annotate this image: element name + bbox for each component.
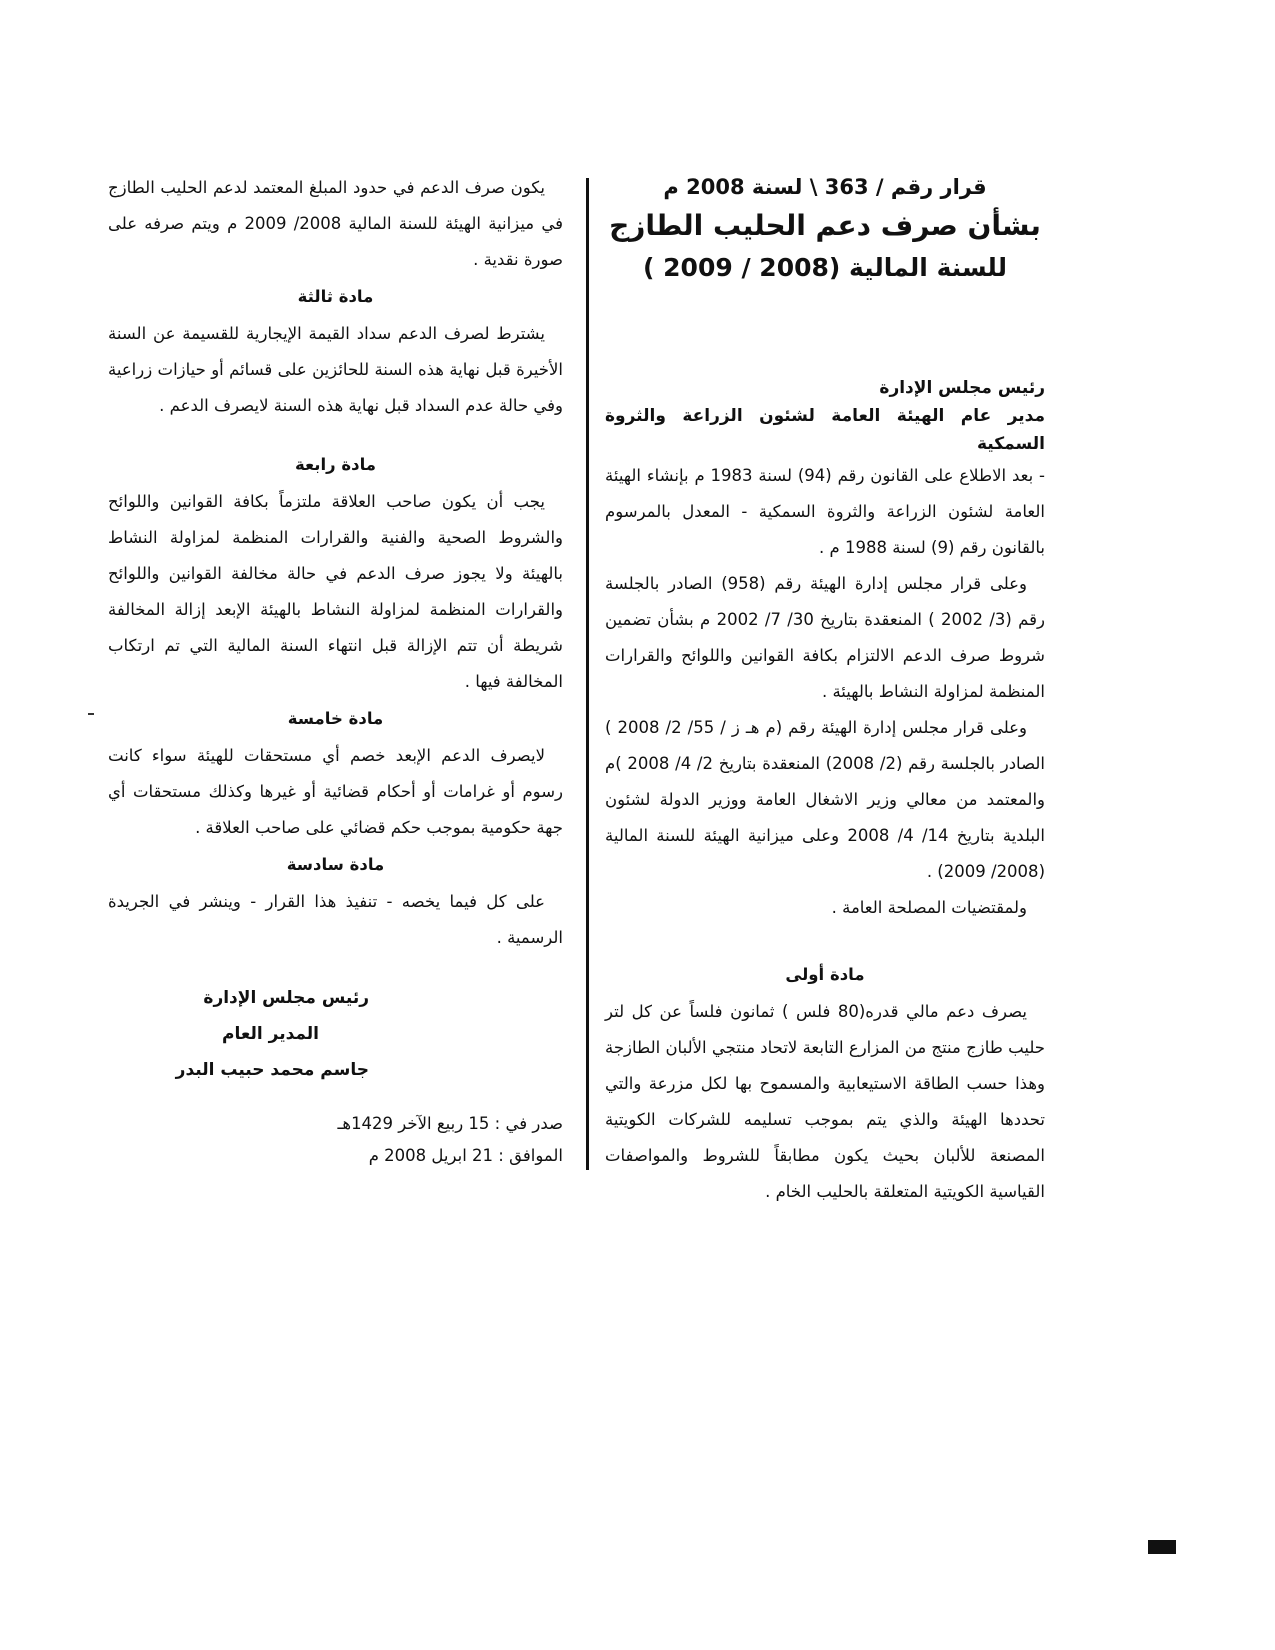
decision-subject: بشأن صرف دعم الحليب الطازج: [609, 209, 1041, 242]
article-text: يكون صرف الدعم في حدود المبلغ المعتمد لدعم الحليب الطازج في ميزانية الهيئة للسنة المالية 2008/ 2009 م ويتم صرفه على صورة نقدية .: [108, 178, 563, 269]
preamble-paragraph: وعلى قرار مجلس إدارة الهيئة رقم (م هـ ز / 55/ 2/ 2008 ) الصادر بالجلسة رقم (2/ 2008) المنعقدة بتاريخ 2/ 4/ 2008 )م والمعتمد من معالي وزير الاشغال العامة ووزير الدولة لشئون البلدية بتاريخ 14/ 4/ 2008 وعلى ميزانية الهيئة للسنة المالية (2008/ 2009) .: [605, 718, 1046, 881]
article-heading: مادة ثالثة: [297, 287, 374, 306]
scan-mark: [88, 713, 94, 715]
article-text: يصرف دعم مالي قدره(80 فلس ) ثمانون فلساً عن كل لتر حليب طازج منتج من المزارع التابعة لاتحاد منتجي الألبان الطازجة وهذا حسب الطاقة الاستيعابية والمسموح بها لكل مزرعة والتي تحددها الهيئة والذي يتم بموجب تسليمه للشركات الكويتية المصنعة للألبان بحيث يكون مطابقاً للشروط والمواصفات القياسية الكويتية المتعلقة بالحليب الخام .: [605, 1002, 1045, 1201]
signature-block: [108, 980, 563, 1088]
decision-fiscal-year: للسنة المالية (2008 / 2009 ): [643, 253, 1007, 282]
preamble-paragraph: ولمقتضيات المصلحة العامة .: [831, 898, 1027, 917]
article-heading: مادة خامسة: [287, 709, 384, 728]
article-heading: مادة أولى: [785, 965, 865, 984]
right-column: [605, 170, 1045, 1210]
article-text: يجب أن يكون صاحب العلاقة ملتزماً بكافة القوانين واللوائح والشروط الصحية والفنية والقرارات المنظمة لمزاولة النشاط بالهيئة ولا يجوز صرف الدعم في حالة مخالفة القوانين واللوائح والقرارات المنظمة لمزاولة النشاط بالهيئة الإبعد إزالة المخالفة شريطة أن تتم الإزالة قبل انتهاء السنة المالية التي تم ارتكاب المخالفة فيها .: [108, 492, 563, 691]
article-text: لايصرف الدعم الإبعد خصم أي مستحقات للهيئة سواء كانت رسوم أو غرامات أو أحكام قضائية أو غيرها وكذلك مستحقات أي جهة حكومية بموجب حكم قضائي على صاحب العلاقة .: [108, 746, 563, 837]
issue-date-hijri: صدر في : 15 ربيع الآخر 1429هـ: [337, 1114, 563, 1133]
issue-date-gregorian: الموافق : 21 ابريل 2008 م: [368, 1146, 563, 1165]
signature-title: رئيس مجلس الإدارة: [203, 988, 369, 1008]
preamble-paragraph: وعلى قرار مجلس إدارة الهيئة رقم (958) الصادر بالجلسة رقم (3/ 2002 ) المنعقدة بتاريخ 30/ 7/ 2002 م بشأن تضمين شروط صرف الدعم الالتزام بكافة القوانين واللوائح والقرارات المنظمة لمزاولة النشاط بالهيئة .: [605, 574, 1046, 701]
article-heading: مادة رابعة: [294, 455, 377, 474]
signature-title: المدير العام: [222, 1024, 319, 1044]
authority-block: [605, 374, 1045, 458]
director-general-title: مدير عام الهيئة العامة لشئون الزراعة والثروة السمكية: [605, 406, 1045, 454]
article-text: يشترط لصرف الدعم سداد القيمة الإيجارية للقسيمة عن السنة الأخيرة قبل نهاية هذه السنة للحائزين على قسائم أو حيازات زراعية وفي حالة عدم السداد قبل نهاية هذه السنة لايصرف الدعم .: [108, 324, 563, 415]
column-divider: [586, 178, 589, 1170]
signatory-name: جاسم محمد حبيب البدر: [175, 1060, 369, 1080]
page-marker: [1148, 1540, 1176, 1554]
article-text: على كل فيما يخصه - تنفيذ هذا القرار - وينشر في الجريدة الرسمية .: [108, 892, 563, 947]
issue-date-block: [108, 1108, 563, 1172]
preamble-paragraph: - بعد الاطلاع على القانون رقم (94) لسنة 1983 م بإنشاء الهيئة العامة لشئون الزراعة والثروة السمكية - المعدل بالمرسوم بالقانون رقم (9) لسنة 1988 م .: [605, 466, 1045, 557]
left-column: [108, 170, 563, 1172]
decision-title-block: [605, 170, 1045, 288]
article-heading: مادة سادسة: [286, 855, 385, 874]
chair-title: رئيس مجلس الإدارة: [879, 378, 1045, 398]
decision-number: قرار رقم / 363 \ لسنة 2008 م: [663, 175, 987, 199]
